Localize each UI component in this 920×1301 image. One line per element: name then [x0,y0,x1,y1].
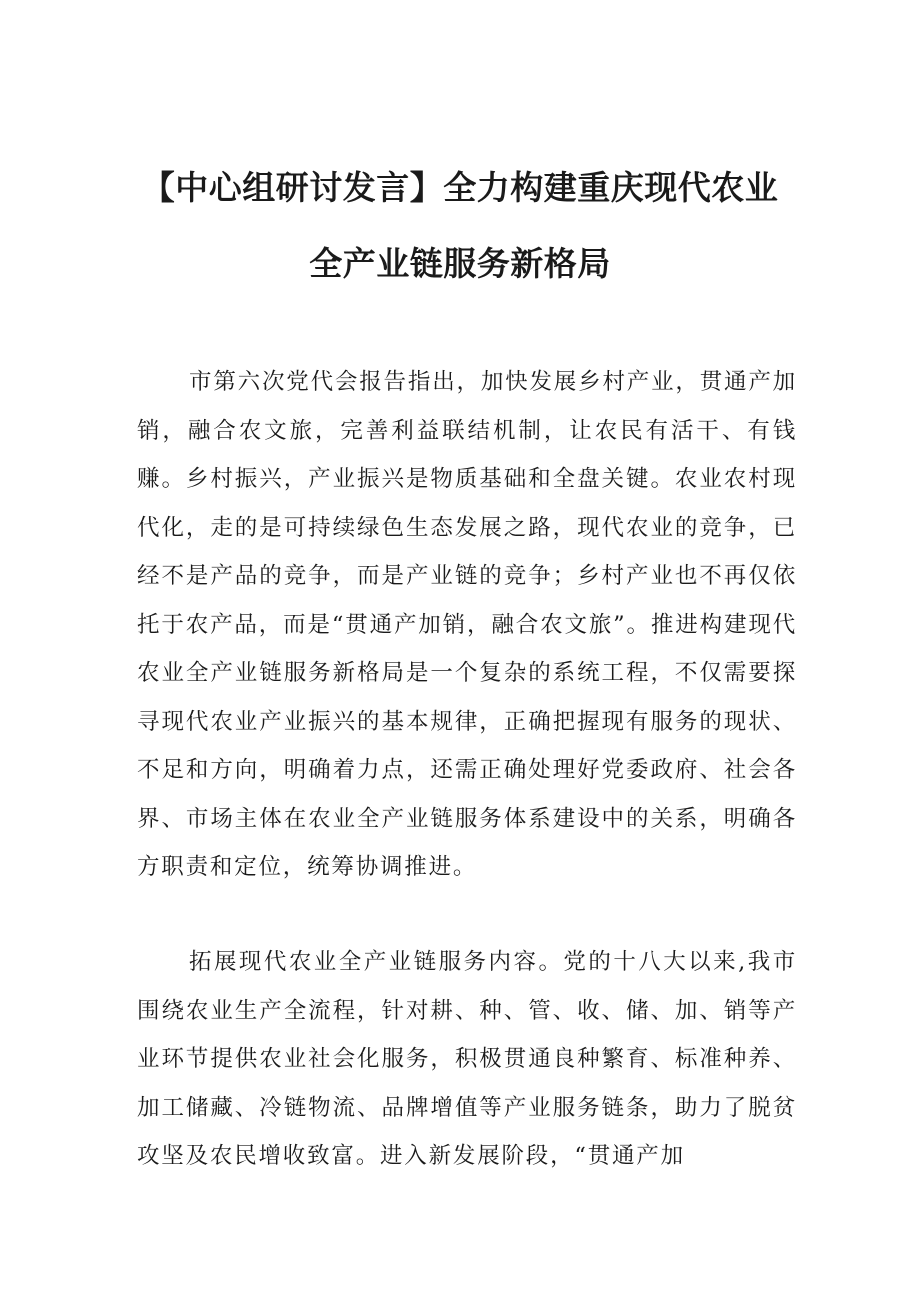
title-line-2: 全产业链服务新格局 [309,244,611,283]
body-paragraph-1: 市第六次党代会报告指出，加快发展乡村产业，贯通产加销，融合农文旅，完善利益联结机制，让农民有活干、有钱赚。乡村振兴，产业振兴是物质基础和全盘关键。农业农村现代化，走的是可持续绿色生态发展之路，现代农业的竞争，已经不是产品的竞争，而是产业链的竞争；乡村产业也不再仅依托于农产品，而是“贯通产加销，融合农文旅”。推进构建现代农业全产业链服务新格局是一个复杂的系统工程，不仅需要探寻现代农业产业振兴的基本规律，正确把握现有服务的现状、不足和方向，明确着力点，还需正确处理好党委政府、社会各界、市场主体在农业全产业链服务体系建设中的关系，明确各方职责和定位，统筹协调推进。 [137,369,797,880]
title-line-1: 【中心组研讨发言】全力构建重庆现代农业 [141,168,779,207]
body-paragraph-2: 拓展现代农业全产业链服务内容。党的十八大以来,我市围绕农业生产全流程，针对耕、种、管、收、储、加、销等产业环节提供农业社会化服务，积极贯通良种繁育、标准种养、加工储藏、冷链物流、品牌增值等产业服务链条，助力了脱贫攻坚及农民增收致富。进入新发展阶段，“贯通产加 [137,949,797,1169]
document-title [100,150,820,302]
